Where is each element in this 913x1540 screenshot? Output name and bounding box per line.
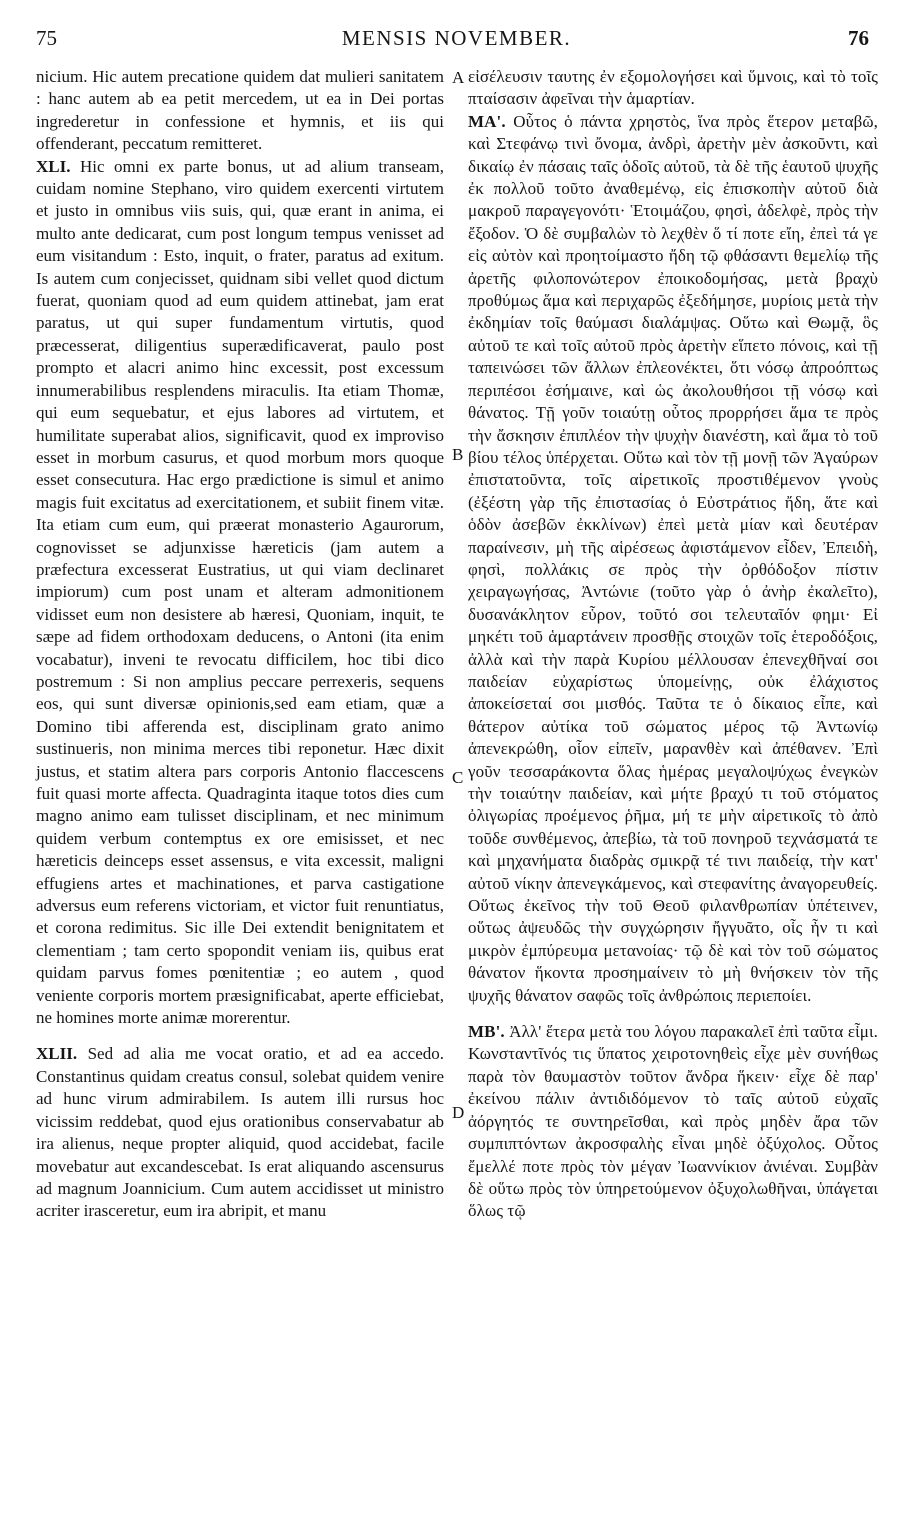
latin-section-41-text: Hic omni ex parte bonus, ut ad alium transeam, cuidam nomine Stephano, viro quidem exercenti virtutem et justo in omnibus viis suis, qui, quæ erant in anima, ei multo ante dedicarat, cum post longum tempus venisset ad eum visitandum : Esto, inquit, o frater, paratus ad exitum. Is autem cum conjecisset, quidnam sibi vellet quod dictum fuerat, quoniam quod ad eum quidem attinebat, jam erat paratus, ut qui super fundamentum virtutis, quod præcesserat, diligentius superædificaverat, paulo post prompto et alacri animo hinc excessit, post excessum innumerabilibus resplendens miraculis. Ita etiam Thomæ, qui eum sequebatur, et ejus labores ad virtutem, et humilitate superabat alios, significavit, quod ex improviso esset in morbum casurus, et quod morbum mors quoque esset consecutura. Hac ergo prædictione is simul et animo magis fuit excitatus ad exercitationem, et subiit finem vitæ. Ita etiam cum eum, qui præerat monasterio Agaurorum, cognovisset se adjunxisse hæreticis (jam autem a præfectura excesserat Eustratius, ut qui viam declinaret impiorum) cum post unam et alteram admonitionem vidisset eum non desistere ab hæresi, Quoniam, inquit, te sæpe ad fidem orthodoxam deducens, o Antoni (ita enim vocabatur), inveni te revocatu difficilem, hoc tibi dico postremum : Si non amplius peccare perrexeris, sequens eos, qui sunt diversæ opinionis,sed eam etiam, quæ a Domino tibi afferenda est, disciplinam grato animo sustinueris, non minima merces tibi reponetur. Hæc dixit justus, et statim altera pars corporis Antonio flaccescens fuit quasi morte affecta. Quadraginta itaque totos dies cum magno animo eam tulisset disciplinam, et nec minimum quidem verbum contemptus ex ore emisisset, et nec hæreticis deinceps esset assensus, e vita excessit, maligni effugiens artes et machinationes, et parva castigatione adversus eum referens victoriam, et victor fuit renuntiatus, et corona redimitus. Sic ille Dei extendit benignitatem et clementiam ; tam certo spopondit veniam iis, quibus erat quidam parvus fomes pœnitentiæ ; eo autem , quod veniente corporis mortem præsignificabat, aperte efficiebat, ne homines morte animæ morerentur. xyxy=(36,156,444,1028)
latin-section-42 xyxy=(36,1043,444,1222)
latin-section-41-number: XLI. xyxy=(36,156,71,176)
greek-section-42 xyxy=(468,1021,878,1223)
greek-paragraph-intro: εἰσέλευσιν ταυτης ἐν εξομολογήσει καὶ ὕμνοις, καὶ τὸ τοῖς πταίσασιν ἀφεῖναι τὴν ἁμαρτίαν. xyxy=(468,67,878,109)
greek-section-42-text: Ἀλλ' ἕτερα μετὰ του λόγου παρακαλεῖ ἐπὶ ταῦτα εἶμι. Κωνσταντῖνός τις ὕπατος χειροτονηθεὶς εἶχε μὲν συνήθως παρὰ τὸν θαυμαστὸν τοῦτον ἄνδρα ἥκειν· εἶχε δὲ παρ' ἐκείνου πάλιν ἀντιδιδόμενον τὸ ταῖς αὐτοῦ εὐχαῖς ἀόργητός τε συντηρεῖσθαι, καὶ πρὸς μηδὲν ἄρα τῶν συμπιπτόντων ἀκροσφαλὴς εἶναι μηδὲ ὀξύχολος. Οὗτος ἔμελλέ ποτε πρὸς τὸν μέγαν Ἰωαννίκιον ἀνιέναι. Συμβὰν δὲ οὕτω πρὸς τὸν ὑπηρετούμενον ὀξυχολωθῆναι, ὑπάγεται ὅλως τῷ xyxy=(468,1022,878,1221)
margin-letter-c: C xyxy=(452,768,464,787)
latin-column xyxy=(36,66,444,1223)
latin-paragraph-intro: nicium. Hic autem precatione quidem dat mulieri sanitatem : hanc autem ab ea petit mercedem, ut ea in Dei portas ingrederetur in confessione et hymnis, et iis qui offenderant, peccatum remitteret. xyxy=(36,67,444,154)
margin-letter-a: A xyxy=(452,68,465,87)
running-head: MENSIS NOVEMBER. xyxy=(341,26,572,50)
latin-section-41 xyxy=(36,156,444,1030)
margin-letter-d: D xyxy=(452,1103,465,1122)
page-header xyxy=(0,26,913,66)
page-number-right: 76 xyxy=(848,26,869,50)
greek-section-42-number: ΜΒ'. xyxy=(468,1022,505,1042)
greek-section-41-number: ΜΑ'. xyxy=(468,111,506,131)
latin-section-42-text: Sed ad alia me vocat oratio, et ad ea accedo. Constantinus quidam creatus consul, solebat quidem venire ad hunc virum admirabilem. Is autem illi rursus hoc vicissim reddebat, quod ejus orationibus conservabatur ab ira alienus, neque propter aliquid, quod accidebat, facile movebatur aut excandescebat. Is erat aliquando ascensurus ad magnum Joannicium. Cum autem accidisset ut ministro acriter irasceretur, eum ira abripit, et manu xyxy=(36,1044,445,1221)
greek-section-41 xyxy=(468,111,878,1007)
margin-letter-b: B xyxy=(452,445,464,464)
latin-section-42-number: XLII. xyxy=(36,1044,78,1064)
greek-column xyxy=(468,66,878,1223)
greek-section-41-text: Οὗτος ὁ πάντα χρηστὸς, ἵνα πρὸς ἕτερον μεταβῶ, καὶ Στεφάνῳ τινὶ ὄνομα, ἀνδρὶ, ἀρετὴν μὲν ἀσκοῦντι, καὶ δικαίῳ ἐν πάσαις ταῖς ὁδοῖς αὐτοῦ, τὰ δὲ τῆς ἑαυτοῦ ψυχῆς ἐκ πολλοῦ τοῦτο ἀναθεμένῳ, εἰς ἐπισκοπὴν αὐτοῦ διὰ μακροῦ παραγεγονότι· Ἑτοιμάζου, φησὶ, ἀδελφὲ, πρὸς τὴν ἔξοδον. Ὁ δὲ συμβαλὼν τὸ λεχθὲν ὅ τί ποτε εἴη, ἐπεὶ τά γε εἰς αὐτὸν καὶ προητοίμαστο ἤδη τῷ φθάσαντι θεμελίῳ τῆς ἀρετῆς φιλοπονώτερον ἐποικοδομήσας, μετὰ βραχὺ προθύμως ἅμα καὶ περιχαρῶς ἐξεδήμησε, μυρίοις μετὰ τὴν ἐκδημίαν τοῖς θαύμασι διαλάμψας. Οὕτω καὶ Θωμᾷ, ὃς αὐτοῦ τε καὶ τοῖς αὐτοῦ πρὸς ἀρετὴν εἵπετο πόνοις, καὶ τῇ ταπεινώσει τῶν ἄλλων ἐπλεονέκτει, ὅτι νόσῳ ἀπροόπτως περιπέσοι ἐσήμαινε, καὶ ὡς ἀκολουθήσοι τῇ νόσῳ καὶ θάνατος. Τῇ γοῦν τοιαύτῃ οὗτος προρρήσει ἅμα τε πρὸς τὴν ἄσκησιν ἐπιπλέον τὴν ψυχὴν διανέστη, καὶ ἅμα τὸ τοῦ βίου τέλος ὑπέρχεται. Οὕτω καὶ τὸν τῇ μονῇ τῶν Ἀγαύρων ἐπιστατοῦντα, τοῖς αἱρετικοῖς προστιθέμενον γνοὺς (ἐξέστη γὰρ τῆς ἐπιστασίας ὁ Εὐστράτιος ἤδη, ἅτε καὶ ὁδὸν ἀσεβῶν ἐκκλίνων) ἐπεὶ μετὰ μίαν καὶ δευτέραν παραίνεσιν, μὴ τῆς αἱρέσεως ἀφιστάμενον εἶδεν, Ἐπειδὴ, φησὶ, πολλάκις σε πρὸς τὴν ὀρθόδοξον πίστιν χειραγωγήσας, Ἀντώνιε (τοῦτο γὰρ ὁ ἀνὴρ ἐκαλεῖτο), δυσανάκλητον εὗρον, τοῦτό σοι τελευταῖόν φημι· Εἰ μηκέτι τοῦ ἁμαρτάνειν προσθῇς στοιχῶν τοῖς ἑτεροδόξοις, ἀλλὰ καὶ τὴν παρὰ Κυρίου μέλλουσαν ἐπενεχθῆναί σοι παιδείαν εὐχαρίστως ὑπομείνῃς, οὐκ ἐλάχιστος ἀποκείσεταί σοι μισθός. Ταῦτα τε ὁ δίκαιος εἶπε, καὶ θάτερον αὐτίκα τοῦ σώματος μέρος τῷ Ἀντωνίῳ ἀπενεκρώθη, οἷον εἰπεῖν, μαρανθὲν καὶ ἀπέθανεν. Ἐπὶ γοῦν τεσσαράκοντα ὅλας ἡμέρας μεγαλοψύχως ἐνεγκὼν τὴν τοιαύτην παιδείαν, καὶ μήτε βραχύ τι τοῦ στόματος ὀλιγωρίας προέμενος ῥῆμα, μή τε μὴν αἱρετικοῖς τὸ ἀπὸ τοῦδε συνθέμενος, ἀπεβίω, τὰ τοῦ πονηροῦ τεχνάσματά τε καὶ μηχανήματα διαδρὰς σμικρᾷ τέ τινι παιδείᾳ, τὴν κατ' αὐτοῦ νίκην ἀπενεγκάμενος, καὶ στεφανίτης ἀναγορευθείς. Οὕτως ἐκεῖνος τὴν τοῦ Θεοῦ φιλανθρωπίαν ὑπέτεινεν, οὕτως ἀψευδῶς τὴν συγχώρησιν ἤγγυᾶτο, οἷς ἦν τι καὶ μικρὸν ἐμπύρευμα μετανοίας· τῷ δὲ καὶ τὸν τοῦ σώματος θάνατον ἥκοντα προσημαίνειν τὸ μὴ θνήσκειν τὸν τῆς ψυχῆς θάνατον σαφῶς τοῖς ἀνθρώποις περιεποίει. xyxy=(468,111,878,1005)
page-number-left: 75 xyxy=(36,26,57,50)
